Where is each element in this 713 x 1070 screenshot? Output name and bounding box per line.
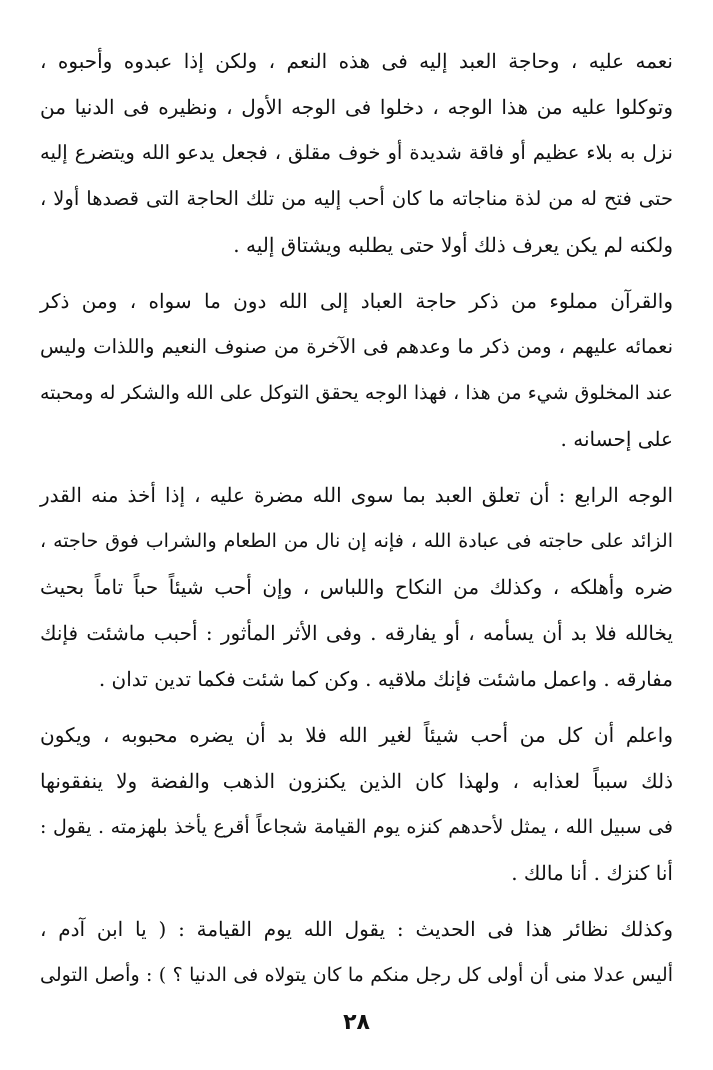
page-body	[40, 38, 673, 1008]
text-line: فى سبيل الله ، يمثل لأحدهم كنزه يوم القيامة شجاعاً أقرع يأخذ بلهزمته . يقول :	[40, 816, 673, 838]
page-number: ٢٨	[343, 1010, 370, 1035]
paragraph-2	[40, 278, 673, 462]
text-line: عند المخلوق شيء من هذا ، فهذا الوجه يحقق التوكل على الله والشكر له ومحبته	[40, 382, 673, 404]
text-line: واعلم أن كل من أحب شيئاً لغير الله فلا بد أن يضره محبوبه ، ويكون	[40, 723, 673, 747]
text-line: نعمائه عليهم ، ومن ذكر ما وعدهم فى الآخرة من صنوف النعيم واللذات وليس	[40, 335, 673, 358]
text-line: نعمه عليه ، وحاجة العبد إليه فى هذه النعم ، ولكن إذا عبدوه وأحبوه ،	[40, 49, 673, 73]
text-line: نزل به بلاء عظيم أو فاقة شديدة أو خوف مقلق ، فجعل يدعو الله ويتضرع إليه	[40, 141, 673, 164]
paragraph-4	[40, 712, 673, 896]
text-line: أليس عدلا منى أن أولى كل رجل منكم ما كان يتولاه فى الدنيا ؟ ) : وأصل التولى	[40, 964, 673, 986]
text-line: حتى فتح له من لذة مناجاته ما كان أحب إليه من تلك الحاجة التى قصدها أولا ،	[40, 187, 673, 210]
text-line: مفارقه . واعمل ماشئت فإنك ملاقيه . وكن كما شئت فكما تدين تدان .	[98, 667, 673, 691]
text-line: وتوكلوا عليه من هذا الوجه ، دخلوا فى الوجه الأول ، ونظيره فى الدنيا من	[40, 95, 673, 119]
text-line: أنا كنزك . أنا مالك .	[511, 861, 673, 885]
text-line: على إحسانه .	[560, 427, 673, 451]
text-line: ضره وأهلكه ، وكذلك من النكاح واللباس ، وإن أحب شيئاً حباً تاماً بحيث	[40, 575, 673, 599]
text-line: ولكنه لم يكن يعرف ذلك أولا حتى يطلبه ويشتاق إليه .	[233, 233, 673, 257]
paragraph-5	[40, 906, 673, 998]
text-line: ذلك سبباً لعذابه ، ولهذا كان الذين يكنزون الذهب والفضة ولا ينفقونها	[40, 769, 673, 793]
text-line: الوجه الرابع : أن تعلق العبد بما سوى الله مضرة عليه ، إذا أخذ منه القدر	[40, 483, 673, 507]
text-line: الزائد على حاجته فى عبادة الله ، فإنه إن نال من الطعام والشراب فوق حاجته ،	[40, 530, 673, 552]
text-line: والقرآن مملوء من ذكر حاجة العباد إلى الله دون ما سواه ، ومن ذكر	[40, 289, 673, 313]
text-line: يخالله فلا بد أن يسأمه ، أو يفارقه . وفى الأثر المأثور : أحبب ماشئت فإنك	[40, 621, 673, 645]
paragraph-1	[40, 38, 673, 268]
paragraph-3	[40, 472, 673, 702]
text-line: وكذلك نظائر هذا فى الحديث : يقول الله يوم القيامة : ( يا ابن آدم ،	[40, 917, 673, 941]
